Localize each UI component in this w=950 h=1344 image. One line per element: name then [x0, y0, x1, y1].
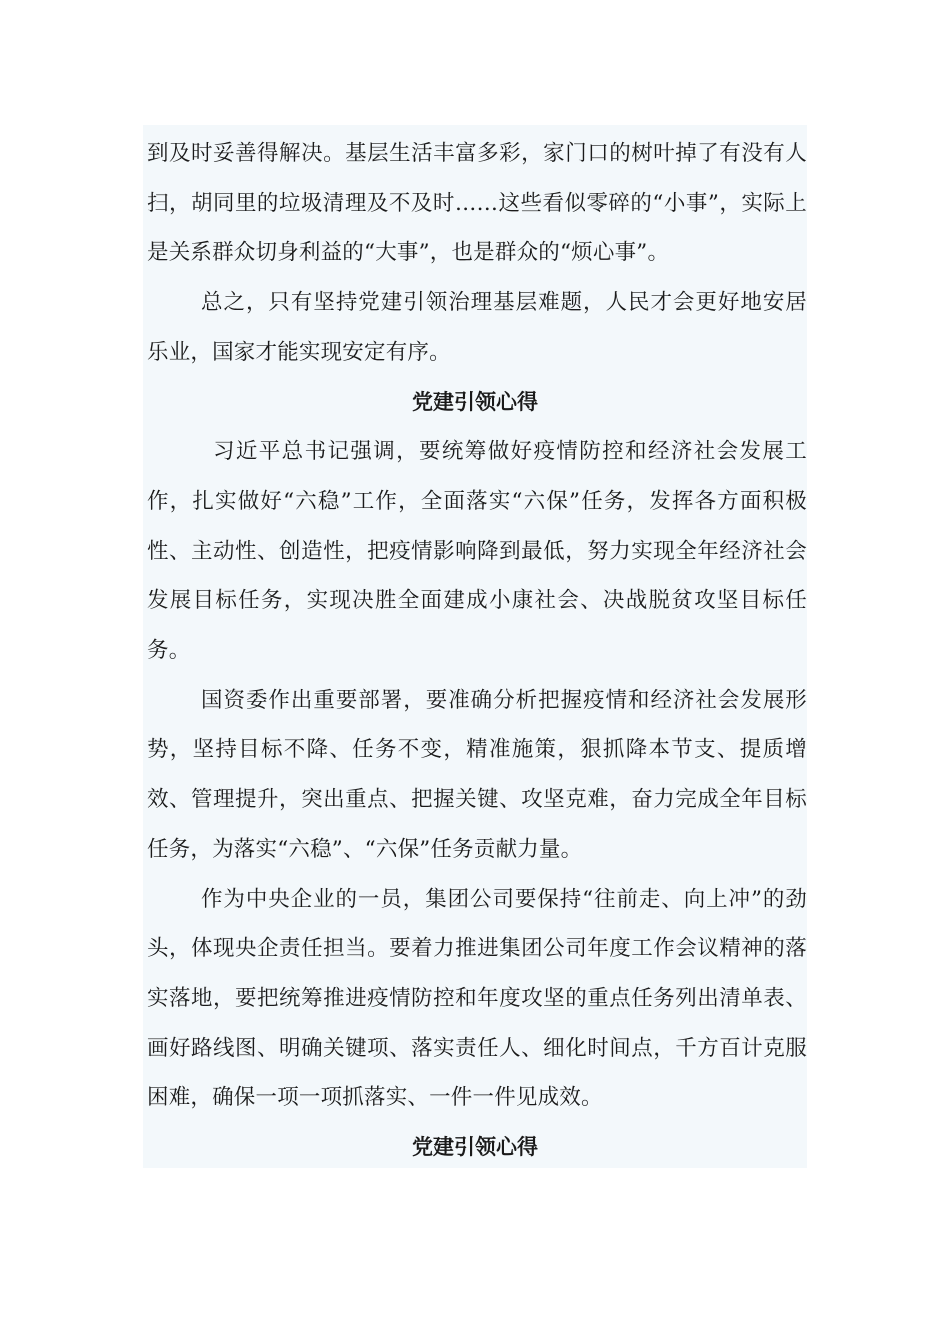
document-body [143, 125, 807, 1168]
paragraph-sasac-deployment: 国资委作出重要部署，要准确分析把握疫情和经济社会发展形势，坚持目标不降、任务不变，精准施策，狠抓降本节支、提质增效、管理提升，突出重点、把握关键、攻坚克难，奋力完成全年目标任务，为落实“六稳”、“六保”任务贡献力量。 [147, 687, 807, 862]
section-heading: 党建引领心得 [412, 389, 538, 414]
paragraph-group-company: 作为中央企业的一员，集团公司要保持“往前走、向上冲”的劲头，体现央企责任担当。要着力推进集团公司年度工作会议精神的落实落地，要把统筹推进疫情防控和年度攻坚的重点任务列出清单表、画好路线图、明确关键项、落实责任人、细化时间点，千方百计克服困难，确保一项一项抓落实、一件一件见成效。 [147, 886, 807, 1111]
section-heading: 党建引领心得 [412, 1135, 538, 1160]
paragraph-continuation: 到及时妥善得解决。基层生活丰富多彩，家门口的树叶掉了有没有人扫，胡同里的垃圾清理及不及时……这些看似零碎的“小事”，实际上是关系群众切身利益的“大事”，也是群众的“烦心事”。 [147, 141, 807, 266]
paragraph-xi-emphasis: 习近平总书记强调，要统筹做好疫情防控和经济社会发展工作，扎实做好“六稳”工作，全面落实“六保”任务，发挥各方面积极性、主动性、创造性，把疫情影响降到最低，努力实现全年经济社会发展目标任务，实现决胜全面建成小康社会、决战脱贫攻坚目标任务。 [147, 439, 807, 664]
paragraph-conclusion: 总之，只有坚持党建引领治理基层难题，人民才会更好地安居乐业，国家才能实现安定有序。 [147, 290, 807, 365]
